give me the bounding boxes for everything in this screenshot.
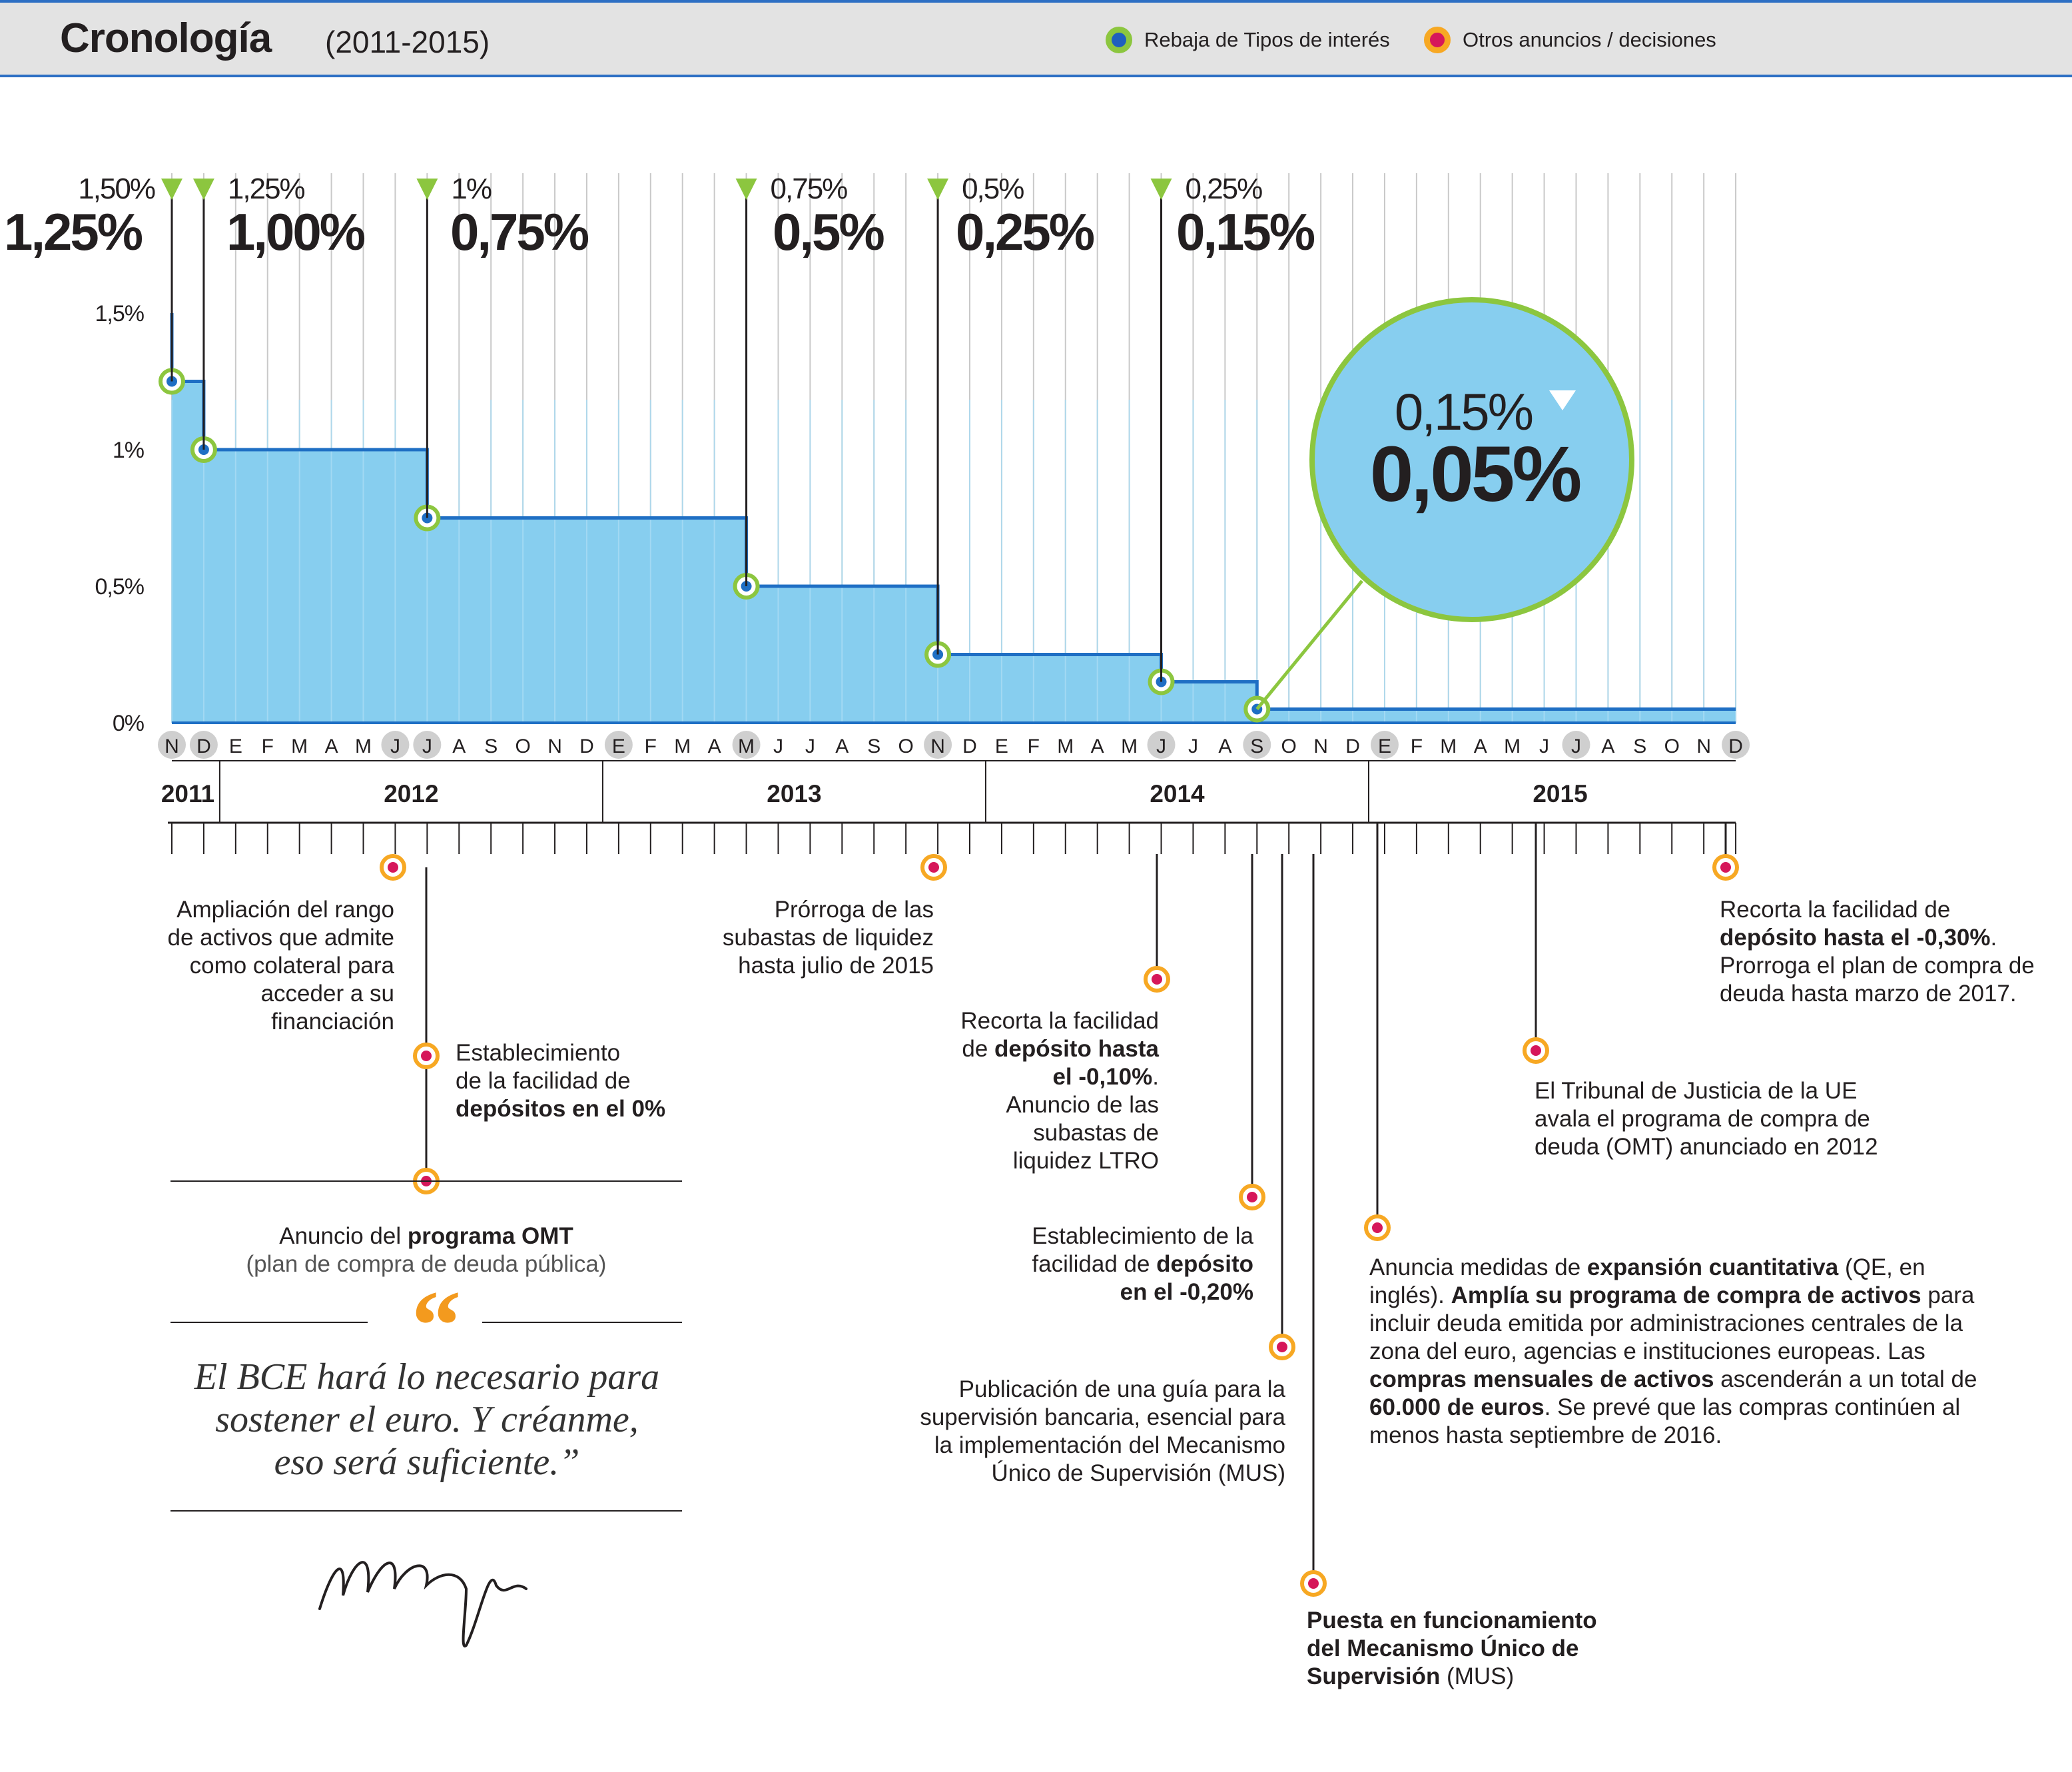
event-e8-bold: Supervisión <box>1307 1663 1441 1689</box>
event-e5-line: Anuncio de las <box>1006 1092 1159 1118</box>
event-e5-line: liquidez LTRO <box>1012 1148 1159 1174</box>
month-label: M <box>674 735 691 757</box>
month-label: O <box>898 735 914 757</box>
event-e5-line: Recorta la facilidad <box>960 1008 1159 1034</box>
event-e9-line: incluir deuda emitida por administraciones centrales de la <box>1369 1310 1963 1336</box>
event-e9-line: menos hasta septiembre de 2016. <box>1369 1422 1722 1448</box>
event-marker-dot <box>421 1051 432 1061</box>
year-label: 2014 <box>1150 780 1205 807</box>
rate-cut-from-label: 1% <box>451 173 491 205</box>
rate-cut-to-label: 0,25% <box>956 203 1094 261</box>
month-label: A <box>1218 735 1232 757</box>
event-e5-bold: depósito hasta <box>994 1036 1159 1062</box>
month-label: A <box>452 735 466 757</box>
year-label: 2011 <box>161 780 215 807</box>
event-e5-text <box>866 1007 1159 1175</box>
quote-line: eso será suficiente.” <box>274 1442 580 1483</box>
event-e9-bold: Amplía su programa de compra de activos <box>1451 1282 1921 1308</box>
year-label: 2013 <box>767 780 822 807</box>
month-label: M <box>291 735 308 757</box>
month-label: O <box>515 735 531 757</box>
rate-cut-from-label: 0,75% <box>770 173 847 205</box>
event-e4-text <box>666 896 934 980</box>
rate-cut-to-label: 0,5% <box>773 203 883 261</box>
event-marker-dot <box>1247 1192 1257 1202</box>
rate-cut-to-label: 1,00% <box>226 203 364 261</box>
event-e7-line: Publicación de una guía para la <box>958 1376 1285 1402</box>
rate-cut-from-label: 0,5% <box>962 173 1024 205</box>
month-label: S <box>1633 735 1647 757</box>
bubble-from-label: 0,15% <box>1394 382 1532 441</box>
rate-cut-to-label: 0,15% <box>1176 203 1314 261</box>
draghi-signature <box>320 1562 526 1646</box>
event-e3-bold: programa OMT <box>407 1223 573 1249</box>
y-tick-label: 0,5% <box>95 574 144 600</box>
month-label: N <box>165 735 179 757</box>
month-label: M <box>1440 735 1457 757</box>
month-label: N <box>547 735 562 757</box>
bubble-pointer <box>1257 581 1362 709</box>
month-label: J <box>773 735 783 757</box>
rate-cut-arrow <box>161 179 182 200</box>
month-label: A <box>835 735 849 757</box>
rate-cut-to-label: 0,75% <box>450 203 588 261</box>
month-label: D <box>962 735 977 757</box>
month-label: M <box>1057 735 1074 757</box>
event-e8-tail: (MUS) <box>1440 1663 1515 1689</box>
year-label: 2015 <box>1533 780 1588 807</box>
event-e5-line: subastas de <box>1033 1120 1159 1146</box>
event-e10-line: El Tribunal de Justicia de la UE <box>1535 1078 1858 1104</box>
event-e9-text-part: inglés). <box>1369 1282 1451 1308</box>
rate-cut-to-label: 1,25% <box>4 203 142 261</box>
month-label: A <box>1090 735 1104 757</box>
page-subtitle: (2011-2015) <box>325 25 490 59</box>
event-e10-line: avala el programa de compra de <box>1535 1106 1870 1132</box>
month-label: N <box>930 735 945 757</box>
event-e7-text <box>819 1376 1285 1488</box>
legend-label-rate-cut: Rebaja de Tipos de interés <box>1144 28 1390 51</box>
month-label: N <box>1313 735 1328 757</box>
event-e9-text-part: para <box>1921 1282 1975 1308</box>
event-marker-dot <box>1308 1578 1319 1589</box>
event-e4-line: subastas de liquidez <box>722 925 934 951</box>
event-e11-tail: . <box>1990 925 1997 951</box>
event-e9-line: zona del euro, agencias e instituciones europeas. Las <box>1369 1338 1925 1364</box>
event-e1-line: de activos que admite <box>167 925 394 951</box>
event-e4-line: Prórroga de las <box>774 897 934 923</box>
month-label: J <box>1188 735 1198 757</box>
rate-cut-arrow <box>1151 179 1172 200</box>
month-label: D <box>579 735 594 757</box>
event-marker-dot <box>1152 974 1162 985</box>
event-e10-text <box>1535 1077 2001 1161</box>
event-e9-bold: compras mensuales de activos <box>1369 1366 1714 1392</box>
event-e5-bold: el -0,10% <box>1052 1064 1153 1090</box>
quote-mark-icon: “ <box>411 1270 462 1381</box>
event-e11-bold: depósito hasta el -0,30% <box>1720 925 1991 951</box>
month-label: S <box>1250 735 1264 757</box>
month-label: F <box>1027 735 1040 757</box>
event-e1-line: como colateral para <box>189 953 394 979</box>
y-tick-label: 1,5% <box>95 301 144 326</box>
event-e10-line: deuda (OMT) anunciado en 2012 <box>1535 1134 1878 1160</box>
event-e9-text-part: . Se prevé que las compras continúen al <box>1544 1394 1961 1420</box>
event-e8-bold: Puesta en funcionamiento <box>1307 1607 1597 1633</box>
month-label: A <box>707 735 721 757</box>
month-label: D <box>1728 735 1743 757</box>
event-marker-dot <box>388 862 398 873</box>
event-marker-dot <box>1372 1222 1383 1233</box>
event-e11-line: Recorta la facilidad de <box>1720 897 1951 923</box>
bubble-to-label: 0,05% <box>1369 430 1580 518</box>
month-label: M <box>355 735 372 757</box>
month-label: J <box>1570 735 1581 757</box>
rate-cut-arrow <box>416 179 438 200</box>
quote-line: sostener el euro. Y créanme, <box>215 1399 639 1440</box>
event-e2-line: de la facilidad de <box>456 1068 631 1094</box>
month-label: F <box>261 735 274 757</box>
event-e9-text-part: (QE, en <box>1838 1254 1925 1280</box>
event-e7-line: supervisión bancaria, esencial para <box>920 1404 1285 1430</box>
event-e2-line: Establecimiento <box>456 1040 621 1066</box>
event-e9-bold: expansión cuantitativa <box>1586 1254 1839 1280</box>
event-e7-line: la implementación del Mecanismo <box>934 1432 1285 1458</box>
month-label: J <box>422 735 432 757</box>
month-label: O <box>1664 735 1680 757</box>
event-e11-text <box>1720 896 2053 1008</box>
event-e6-bold: en el -0,20% <box>1120 1279 1253 1305</box>
month-label: S <box>484 735 498 757</box>
event-e9-text <box>1369 1254 2062 1450</box>
month-label: D <box>196 735 211 757</box>
month-label: E <box>994 735 1008 757</box>
event-e6-bold: depósito <box>1156 1251 1253 1277</box>
event-e1-line: Ampliación del rango <box>176 897 394 923</box>
month-label: N <box>1696 735 1711 757</box>
event-e11-line: Prorroga el plan de compra de <box>1720 953 2035 979</box>
event-e9-text-part: Anuncia medidas de <box>1369 1254 1587 1280</box>
month-label: J <box>390 735 400 757</box>
month-label: O <box>1281 735 1297 757</box>
month-label: A <box>1601 735 1615 757</box>
month-label: J <box>1156 735 1167 757</box>
y-tick-label: 1% <box>112 438 144 463</box>
rate-cut-from-label: 1,50% <box>78 173 155 205</box>
event-e9-bold: 60.000 de euros <box>1369 1394 1545 1420</box>
page-title: Cronología <box>60 15 272 61</box>
month-label: S <box>867 735 881 757</box>
event-marker-dot <box>1277 1342 1287 1352</box>
event-e3-pre: Anuncio del <box>279 1223 408 1249</box>
event-e2-text <box>456 1039 735 1123</box>
month-label: E <box>228 735 242 757</box>
draghi-quote <box>171 1356 683 1484</box>
event-e4-line: hasta julio de 2015 <box>738 953 934 979</box>
month-label: F <box>644 735 657 757</box>
y-tick-label: 0% <box>112 711 144 736</box>
event-e7-line: Único de Supervisión (MUS) <box>991 1460 1285 1486</box>
rate-cut-arrow <box>927 179 948 200</box>
event-e3-sub: (plan de compra de deuda pública) <box>246 1251 607 1277</box>
event-e5-pre: de <box>962 1036 995 1062</box>
event-e8-bold: del Mecanismo Único de <box>1307 1635 1579 1661</box>
event-marker-dot <box>1531 1045 1541 1056</box>
event-e2-bold: depósitos en el 0% <box>456 1096 666 1122</box>
month-label: M <box>1121 735 1138 757</box>
rate-cut-from-label: 0,25% <box>1185 173 1262 205</box>
month-label: D <box>1345 735 1360 757</box>
event-e1-text <box>93 896 394 1036</box>
month-label: J <box>1539 735 1550 757</box>
event-e5-tail: . <box>1152 1064 1159 1090</box>
rate-cut-from-label: 1,25% <box>227 173 304 205</box>
event-e11-line: deuda hasta marzo de 2017. <box>1720 981 2017 1007</box>
event-marker-dot <box>928 862 939 873</box>
year-label: 2012 <box>384 780 439 807</box>
event-e6-pre: facilidad de <box>1032 1251 1157 1277</box>
month-label: A <box>1473 735 1487 757</box>
month-label: F <box>1410 735 1423 757</box>
event-e6-line: Establecimiento de la <box>1032 1223 1253 1249</box>
event-marker-dot <box>1720 862 1731 873</box>
event-e9-text-part: ascenderán a un total de <box>1714 1366 1977 1392</box>
month-label: M <box>1504 735 1521 757</box>
quote-line: El BCE hará lo necesario para <box>194 1356 660 1398</box>
event-e1-line: financiación <box>271 1009 394 1035</box>
month-label: M <box>738 735 755 757</box>
rate-cut-arrow <box>193 179 214 200</box>
month-label: J <box>805 735 815 757</box>
month-label: A <box>324 735 338 757</box>
legend-label-other: Otros anuncios / decisiones <box>1463 28 1716 51</box>
rate-cut-arrow <box>736 179 757 200</box>
month-label: E <box>611 735 625 757</box>
event-e6-text <box>932 1222 1253 1306</box>
event-e8-text <box>1307 1607 1680 1691</box>
event-e1-line: acceder a su <box>260 981 394 1007</box>
month-label: E <box>1377 735 1391 757</box>
